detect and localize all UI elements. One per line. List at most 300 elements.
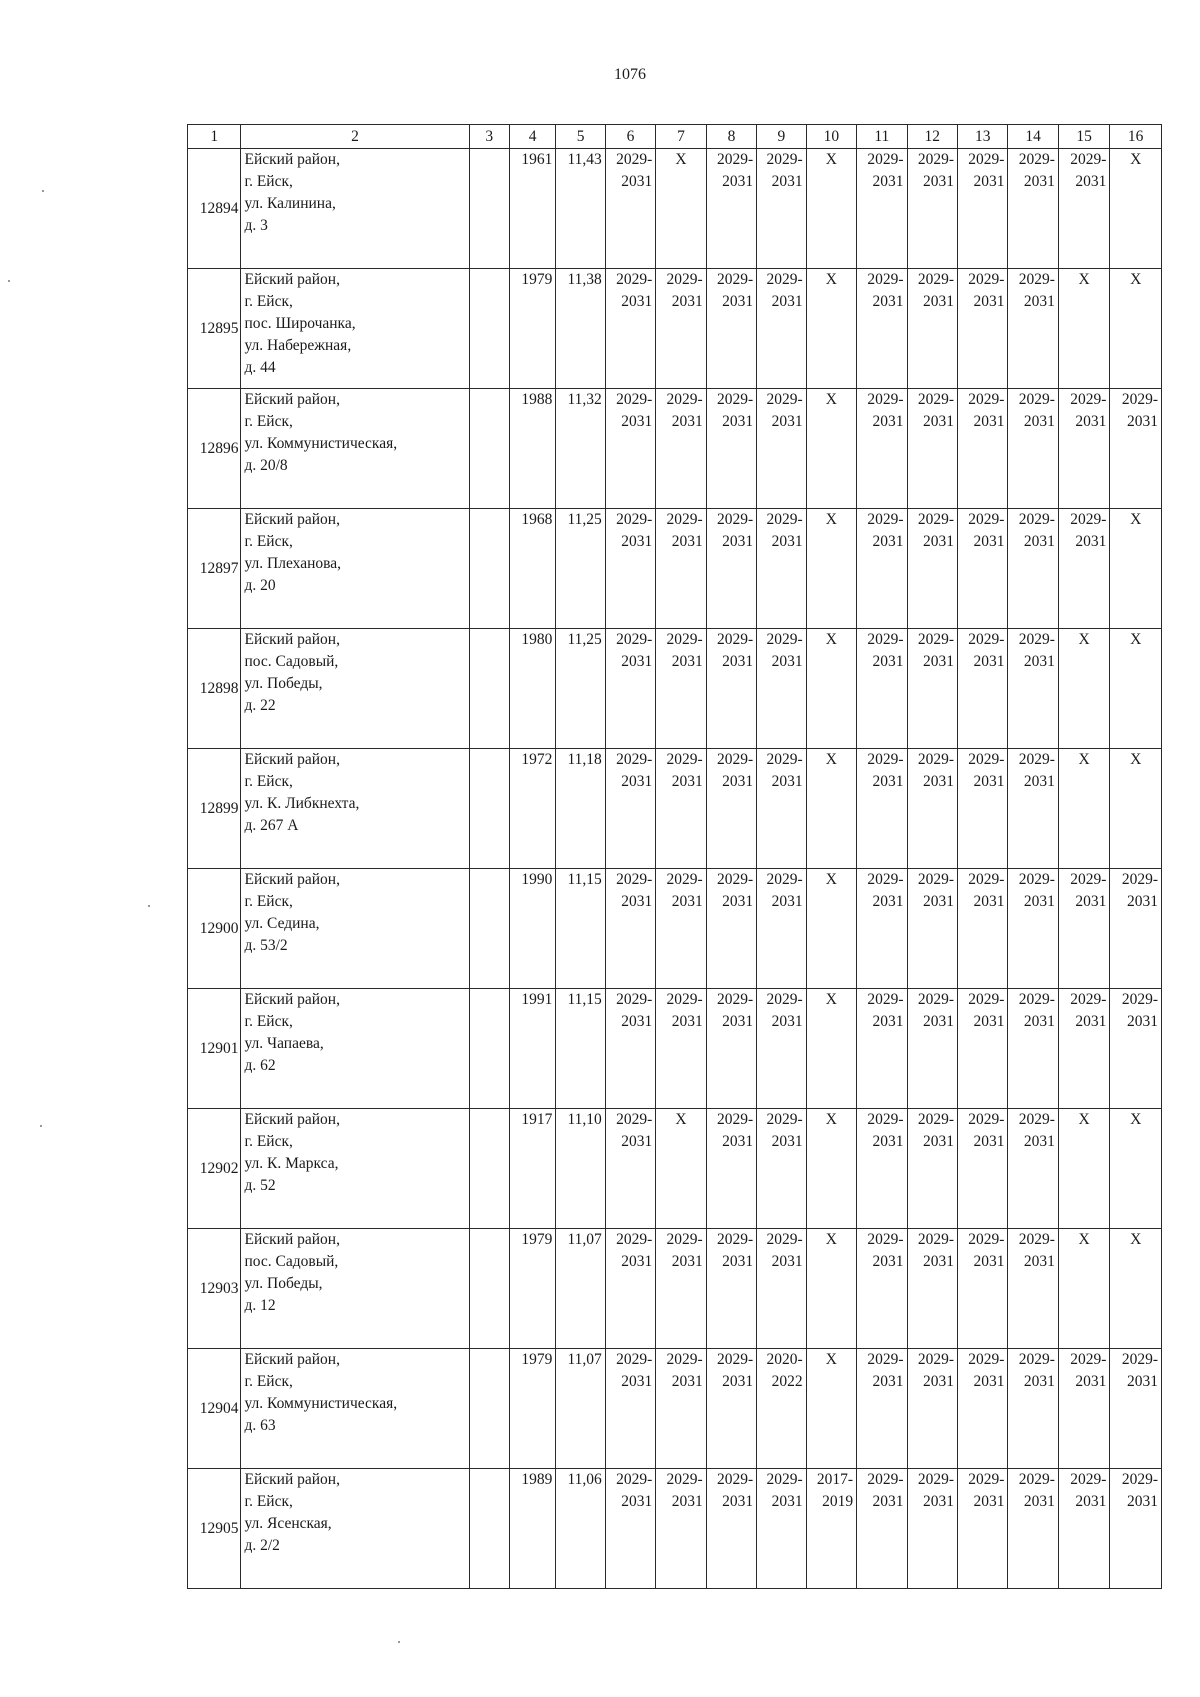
row-number: 12903 [188, 1229, 241, 1349]
period-cell-col-10 [806, 629, 856, 749]
period-cell-col-7 [656, 389, 706, 509]
period-text: 2031 [973, 533, 1005, 550]
address-line: г. Ейск, [244, 1133, 293, 1150]
period-text: 2017- [816, 1471, 854, 1488]
period-cell-col-13 [957, 869, 1007, 989]
period-text: 2022 [771, 1373, 803, 1390]
period-text: 2031 [922, 1133, 954, 1150]
period-cell-col-8 [706, 1469, 756, 1589]
period-text: 2029- [1018, 1471, 1055, 1488]
period-text: 2031 [621, 893, 653, 910]
period-text: X [825, 1231, 837, 1248]
period-cell-col-9 [757, 149, 806, 269]
period-text: 2029- [1018, 1111, 1055, 1128]
address-cell [241, 269, 469, 389]
period-text: 2031 [1075, 173, 1107, 190]
period-cell-col-6 [605, 989, 655, 1109]
period-text: 2031 [872, 173, 904, 190]
register-table [187, 124, 1162, 1589]
period-text: 2031 [1075, 413, 1107, 430]
period-text: 2029- [867, 1231, 904, 1248]
period-text: 2029- [666, 1471, 703, 1488]
address-cell [241, 989, 469, 1109]
period-text: 2029- [666, 631, 703, 648]
period-text: 2031 [1075, 1013, 1107, 1030]
row-number: 12901 [188, 989, 241, 1109]
address-line: Ейский район, [244, 271, 340, 288]
period-cell-col-16 [1110, 389, 1162, 509]
period-text: 2029- [616, 1471, 653, 1488]
period-text: 2029- [717, 1111, 754, 1128]
period-cell-col-8 [706, 269, 756, 389]
period-text: 2029- [666, 871, 703, 888]
period-text: 2031 [872, 1133, 904, 1150]
period-text: 2029- [666, 751, 703, 768]
period-text: 2031 [973, 1373, 1005, 1390]
period-text: X [825, 871, 837, 888]
period-text: 2031 [771, 1253, 803, 1270]
period-cell-col-7 [656, 629, 706, 749]
table-row [188, 869, 1162, 989]
address-line: Ейский район, [244, 1231, 340, 1248]
period-cell-col-6 [605, 389, 655, 509]
period-cell-col-8 [706, 1229, 756, 1349]
period-text: 2031 [621, 1373, 653, 1390]
period-cell-col-6 [605, 629, 655, 749]
period-text: 2019 [822, 1493, 854, 1510]
period-cell-col-13 [957, 1229, 1007, 1349]
period-text: 2031 [771, 653, 803, 670]
period-text: 2029- [666, 1231, 703, 1248]
period-text: 2031 [1023, 173, 1055, 190]
period-text: 2031 [922, 1253, 954, 1270]
period-text: 2029- [867, 871, 904, 888]
period-cell-col-11 [857, 1229, 907, 1349]
period-text: 2029- [968, 751, 1005, 768]
address-line: д. 44 [244, 359, 276, 376]
period-cell-col-16 [1110, 1469, 1162, 1589]
period-text: 2029- [1070, 871, 1107, 888]
period-text: 2029- [968, 511, 1005, 528]
period-cell-col-13 [957, 509, 1007, 629]
period-cell-col-10 [806, 1349, 856, 1469]
period-cell-col-12 [907, 749, 957, 869]
period-text: 2029- [1121, 1351, 1158, 1368]
period-text: 2031 [872, 1253, 904, 1270]
period-text: 2031 [621, 413, 653, 430]
address-cell [241, 749, 469, 869]
period-cell-col-8 [706, 989, 756, 1109]
page-number: 1076 [614, 66, 646, 83]
column-3-cell [469, 509, 509, 629]
period-cell-col-12 [907, 1229, 957, 1349]
column-3-cell [469, 1469, 509, 1589]
address-line: г. Ейск, [244, 173, 293, 190]
table-row [188, 149, 1162, 269]
period-text: 2031 [872, 293, 904, 310]
address-line: Ейский район, [244, 1351, 340, 1368]
row-number: 12896 [188, 389, 241, 509]
address-line: Ейский район, [244, 1471, 340, 1488]
table-row [188, 1229, 1162, 1349]
period-cell-col-16 [1110, 1109, 1162, 1229]
area-cell: 11,15 [556, 989, 605, 1109]
column-3-cell [469, 389, 509, 509]
period-text: 2029- [968, 991, 1005, 1008]
column-header-4: 4 [509, 125, 555, 149]
period-cell-col-8 [706, 629, 756, 749]
period-text: X [825, 1351, 837, 1368]
period-text: 2031 [1023, 1373, 1055, 1390]
period-cell-col-10 [806, 509, 856, 629]
area-cell: 11,25 [556, 509, 605, 629]
area-cell: 11,18 [556, 749, 605, 869]
period-text: 2029- [717, 871, 754, 888]
period-text: X [825, 631, 837, 648]
row-number: 12897 [188, 509, 241, 629]
table-row [188, 509, 1162, 629]
period-cell-col-12 [907, 1349, 957, 1469]
period-text: 2031 [1023, 293, 1055, 310]
row-number: 12900 [188, 869, 241, 989]
period-cell-col-9 [757, 509, 806, 629]
period-text: 2031 [922, 533, 954, 550]
address-line: ул. Коммунистическая, [244, 435, 398, 452]
area-cell: 11,06 [556, 1469, 605, 1589]
period-cell-col-13 [957, 149, 1007, 269]
period-text: 2031 [671, 1373, 703, 1390]
period-text: 2031 [973, 1013, 1005, 1030]
area-cell: 11,07 [556, 1349, 605, 1469]
period-text: 2029- [867, 391, 904, 408]
year-cell: 1972 [509, 749, 555, 869]
period-cell-col-12 [907, 389, 957, 509]
period-text: 2029- [917, 391, 954, 408]
column-3-cell [469, 149, 509, 269]
period-text: 2031 [1075, 533, 1107, 550]
period-text: X [675, 151, 687, 168]
period-text: 2029- [1018, 991, 1055, 1008]
column-header-12: 12 [907, 125, 957, 149]
period-cell-col-13 [957, 749, 1007, 869]
address-line: г. Ейск, [244, 293, 293, 310]
period-text: X [1078, 631, 1090, 648]
period-text: 2029- [968, 391, 1005, 408]
address-line: д. 53/2 [244, 937, 288, 954]
address-cell [241, 509, 469, 629]
period-text: 2031 [1127, 893, 1158, 910]
period-cell-col-7 [656, 509, 706, 629]
period-text: 2031 [671, 1013, 703, 1030]
period-text: 2031 [872, 773, 904, 790]
period-cell-col-10 [806, 149, 856, 269]
column-header-9: 9 [757, 125, 806, 149]
scan-speck [398, 1641, 400, 1643]
period-cell-col-12 [907, 1469, 957, 1589]
column-3-cell [469, 989, 509, 1109]
address-line: ул. Набережная, [244, 337, 352, 354]
period-text: 2029- [1121, 871, 1158, 888]
period-cell-col-8 [706, 1109, 756, 1229]
column-3-cell [469, 1229, 509, 1349]
address-cell [241, 1349, 469, 1469]
period-cell-col-6 [605, 869, 655, 989]
period-cell-col-16 [1110, 989, 1162, 1109]
column-3-cell [469, 629, 509, 749]
table-row [188, 389, 1162, 509]
period-cell-col-10 [806, 269, 856, 389]
period-text: 2031 [973, 173, 1005, 190]
period-cell-col-11 [857, 1469, 907, 1589]
year-cell: 1979 [509, 1229, 555, 1349]
address-line: г. Ейск, [244, 773, 293, 790]
period-text: 2031 [771, 413, 803, 430]
address-line: г. Ейск, [244, 413, 293, 430]
period-cell-col-13 [957, 1349, 1007, 1469]
period-text: 2031 [671, 293, 703, 310]
period-cell-col-15 [1058, 269, 1109, 389]
period-cell-col-7 [656, 149, 706, 269]
period-cell-col-7 [656, 1109, 706, 1229]
period-cell-col-9 [757, 869, 806, 989]
period-cell-col-10 [806, 389, 856, 509]
period-cell-col-11 [857, 149, 907, 269]
period-text: 2029- [1018, 871, 1055, 888]
column-header-1: 1 [188, 125, 241, 149]
period-cell-col-6 [605, 1109, 655, 1229]
period-text: 2029- [717, 631, 754, 648]
address-line: г. Ейск, [244, 533, 293, 550]
year-cell: 1989 [509, 1469, 555, 1589]
period-text: 2029- [1018, 151, 1055, 168]
period-text: 2031 [771, 773, 803, 790]
address-line: Ейский район, [244, 631, 340, 648]
row-number: 12905 [188, 1469, 241, 1589]
period-text: 2031 [973, 653, 1005, 670]
period-text: 2029- [968, 271, 1005, 288]
column-3-cell [469, 749, 509, 869]
period-cell-col-12 [907, 1109, 957, 1229]
period-text: 2031 [722, 1253, 754, 1270]
year-cell: 1991 [509, 989, 555, 1109]
period-cell-col-10 [806, 989, 856, 1109]
period-cell-col-10 [806, 1229, 856, 1349]
period-text: 2029- [867, 1111, 904, 1128]
year-cell: 1980 [509, 629, 555, 749]
period-cell-col-16 [1110, 749, 1162, 869]
period-cell-col-11 [857, 269, 907, 389]
scan-speck [42, 190, 44, 192]
period-cell-col-15 [1058, 989, 1109, 1109]
period-text: 2029- [968, 1231, 1005, 1248]
period-cell-col-9 [757, 749, 806, 869]
period-cell-col-16 [1110, 149, 1162, 269]
address-line: ул. Победы, [244, 1275, 323, 1292]
area-cell: 11,10 [556, 1109, 605, 1229]
address-cell [241, 1109, 469, 1229]
period-text: X [1130, 631, 1142, 648]
period-text: X [825, 271, 837, 288]
period-text: 2029- [717, 511, 754, 528]
period-cell-col-16 [1110, 269, 1162, 389]
year-cell: 1979 [509, 269, 555, 389]
period-text: 2029- [666, 1351, 703, 1368]
period-text: 2031 [722, 1013, 754, 1030]
address-line: ул. Ясенская, [244, 1515, 332, 1532]
column-header-13: 13 [957, 125, 1007, 149]
period-text: 2031 [922, 653, 954, 670]
period-cell-col-6 [605, 1349, 655, 1469]
period-cell-col-12 [907, 989, 957, 1109]
period-text: 2029- [917, 631, 954, 648]
address-line: ул. Седина, [244, 915, 320, 932]
period-cell-col-11 [857, 1349, 907, 1469]
period-text: 2031 [922, 893, 954, 910]
period-text: 2029- [616, 271, 653, 288]
period-text: 2031 [1023, 893, 1055, 910]
period-cell-col-8 [706, 869, 756, 989]
address-line: ул. К. Либкнехта, [244, 795, 360, 812]
period-text: 2029- [766, 151, 803, 168]
period-text: 2029- [616, 391, 653, 408]
period-cell-col-9 [757, 269, 806, 389]
period-text: 2029- [616, 871, 653, 888]
period-text: 2031 [771, 893, 803, 910]
period-cell-col-10 [806, 1469, 856, 1589]
period-text: 2031 [722, 413, 754, 430]
period-cell-col-16 [1110, 509, 1162, 629]
period-cell-col-12 [907, 149, 957, 269]
period-cell-col-15 [1058, 509, 1109, 629]
period-text: 2029- [917, 1471, 954, 1488]
period-cell-col-11 [857, 749, 907, 869]
period-cell-col-15 [1058, 629, 1109, 749]
period-text: 2029- [616, 631, 653, 648]
period-text: 2020- [766, 1351, 803, 1368]
period-cell-col-7 [656, 1469, 706, 1589]
address-line: д. 52 [244, 1177, 276, 1194]
period-text: 2029- [717, 1471, 754, 1488]
table-row [188, 629, 1162, 749]
period-text: 2031 [973, 893, 1005, 910]
period-text: X [1130, 271, 1142, 288]
address-line: д. 62 [244, 1057, 276, 1074]
address-line: Ейский район, [244, 751, 340, 768]
period-text: 2029- [1018, 391, 1055, 408]
period-cell-col-12 [907, 269, 957, 389]
period-text: 2031 [1023, 1013, 1055, 1030]
address-line: ул. Победы, [244, 675, 323, 692]
period-text: X [825, 751, 837, 768]
address-line: ул. К. Маркса, [244, 1155, 339, 1172]
period-text: 2029- [1018, 1231, 1055, 1248]
period-text: 2029- [666, 511, 703, 528]
table-header [188, 125, 1162, 149]
header-row [188, 125, 1162, 149]
period-text: 2031 [621, 1133, 653, 1150]
address-line: ул. Калинина, [244, 195, 336, 212]
period-cell-col-16 [1110, 1229, 1162, 1349]
period-cell-col-6 [605, 749, 655, 869]
period-text: 2029- [616, 991, 653, 1008]
period-cell-col-8 [706, 749, 756, 869]
period-text: X [1130, 1111, 1142, 1128]
period-cell-col-7 [656, 989, 706, 1109]
period-text: 2031 [1023, 1253, 1055, 1270]
period-text: 2029- [766, 1231, 803, 1248]
period-text: 2031 [872, 533, 904, 550]
column-header-11: 11 [857, 125, 907, 149]
period-text: 2031 [1023, 1493, 1055, 1510]
period-cell-col-15 [1058, 1349, 1109, 1469]
period-text: 2031 [922, 1373, 954, 1390]
period-cell-col-13 [957, 1109, 1007, 1229]
period-text: 2029- [666, 271, 703, 288]
period-text: 2029- [917, 271, 954, 288]
period-text: 2031 [771, 1493, 803, 1510]
period-cell-col-8 [706, 509, 756, 629]
column-3-cell [469, 1109, 509, 1229]
period-cell-col-6 [605, 269, 655, 389]
period-text: 2031 [671, 773, 703, 790]
area-cell: 11,43 [556, 149, 605, 269]
period-text: X [825, 1111, 837, 1128]
address-line: г. Ейск, [244, 1493, 293, 1510]
period-cell-col-11 [857, 869, 907, 989]
year-cell: 1917 [509, 1109, 555, 1229]
period-text: X [1078, 1231, 1090, 1248]
period-cell-col-11 [857, 989, 907, 1109]
period-text: 2029- [616, 511, 653, 528]
period-cell-col-13 [957, 269, 1007, 389]
period-text: 2031 [973, 1253, 1005, 1270]
period-cell-col-6 [605, 509, 655, 629]
period-text: 2029- [968, 631, 1005, 648]
period-text: 2031 [621, 293, 653, 310]
column-3-cell [469, 869, 509, 989]
address-line: д. 2/2 [244, 1537, 280, 1554]
period-text: 2029- [766, 391, 803, 408]
year-cell: 1968 [509, 509, 555, 629]
row-number: 12902 [188, 1109, 241, 1229]
period-text: 2029- [616, 151, 653, 168]
period-text: 2031 [922, 173, 954, 190]
period-text: 2031 [722, 293, 754, 310]
period-text: 2029- [917, 1231, 954, 1248]
period-text: 2031 [973, 1493, 1005, 1510]
column-header-14: 14 [1008, 125, 1058, 149]
period-text: 2029- [917, 1111, 954, 1128]
period-text: X [1130, 1231, 1142, 1248]
period-text: 2031 [1023, 653, 1055, 670]
period-cell-col-15 [1058, 149, 1109, 269]
period-text: 2029- [1070, 391, 1107, 408]
period-cell-col-11 [857, 509, 907, 629]
period-text: 2031 [1023, 533, 1055, 550]
period-cell-col-12 [907, 869, 957, 989]
period-text: 2029- [766, 1471, 803, 1488]
period-cell-col-14 [1008, 389, 1058, 509]
period-text: 2031 [671, 533, 703, 550]
period-text: 2031 [1127, 1373, 1158, 1390]
column-header-5: 5 [556, 125, 605, 149]
period-text: X [825, 991, 837, 1008]
period-cell-col-10 [806, 869, 856, 989]
period-text: 2031 [771, 1013, 803, 1030]
period-cell-col-14 [1008, 509, 1058, 629]
period-text: 2029- [616, 1231, 653, 1248]
period-text: 2029- [717, 1351, 754, 1368]
